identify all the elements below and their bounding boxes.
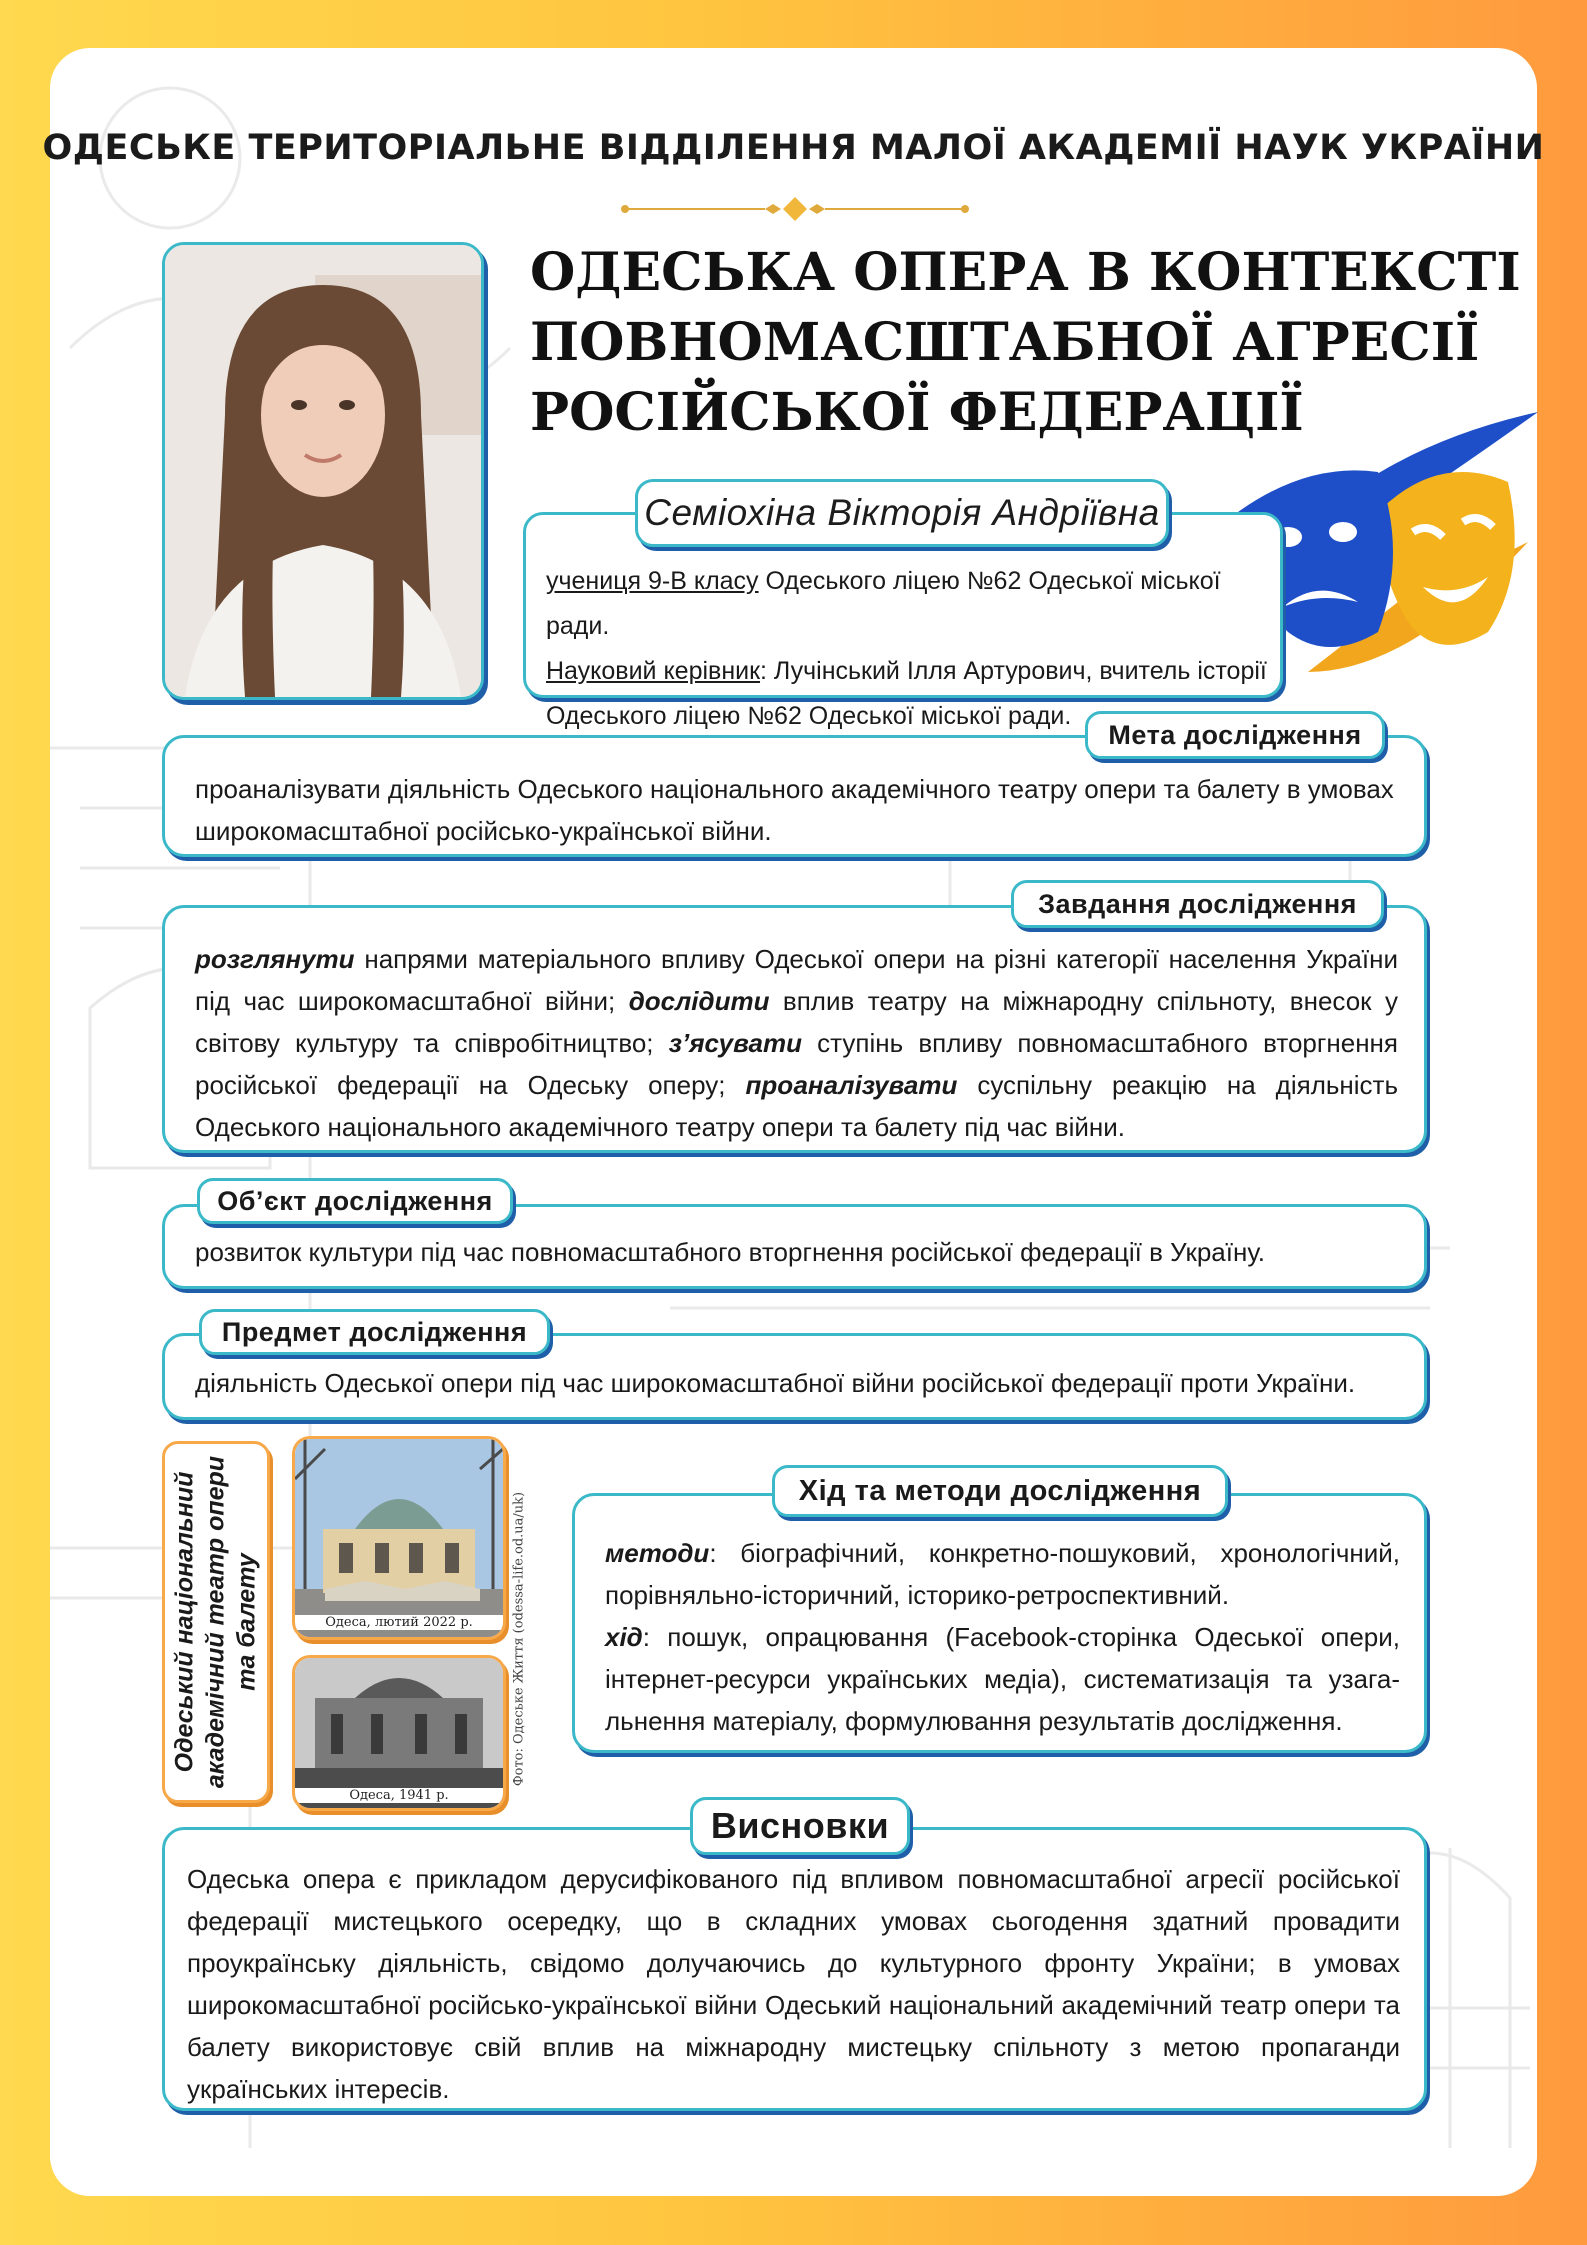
theatre-vertical-label	[162, 1441, 270, 1803]
object-text: розвиток культури під час повномасштабного вторгнення російської федерації в Україну.	[195, 1237, 1265, 1267]
task-keyword-1: розглянути	[195, 944, 355, 974]
theatre-vertical-label-text: Одеський національний академічний театр опери та балету	[170, 1455, 261, 1789]
conclusions-box	[162, 1827, 1427, 2111]
photo-odesa-1941	[292, 1655, 506, 1811]
author-role	[546, 559, 1280, 649]
conclusions-label: Висновки	[690, 1797, 910, 1855]
photo-caption-1941: Одеса, 1941 р.	[295, 1788, 503, 1803]
title-line-2: ПОВНОМАСШТАБНОЇ АГРЕСІЇ	[530, 312, 1480, 373]
methods-keyword: методи	[605, 1538, 710, 1568]
goal-text: проаналізувати діяльність Одеського національного академічного театру опери та балету в умовах широкомасштабної російсько-української війни.	[195, 774, 1394, 846]
title-line-3: РОСІЙСЬКОЇ ФЕДЕРАЦІЇ	[530, 382, 1304, 443]
object-label: Об’єкт дослідження	[197, 1178, 513, 1224]
advisor-text: : Лучінський Ілля Артурович, вчитель історії	[760, 657, 1267, 685]
advisor-label: Науковий керівник	[546, 657, 761, 685]
author-photo	[162, 242, 484, 700]
process-keyword: хід	[605, 1622, 643, 1652]
theatre-masks-icon	[1238, 372, 1538, 702]
photo-odesa-2022	[292, 1436, 506, 1640]
methods-box	[572, 1493, 1427, 1753]
tasks-label: Завдання дослідження	[1011, 880, 1384, 928]
task-keyword-4: проаналізувати	[745, 1070, 958, 1100]
organization-heading: ОДЕСЬКЕ ТЕРИТОРІАЛЬНЕ ВІДДІЛЕННЯ МАЛОЇ АКАДЕМІЇ НАУК УКРАЇНИ	[42, 128, 1545, 168]
task-text-4: суспільну реакцію на діяльність Одеського національного академічного театру опери та балету під час війни.	[195, 1070, 1398, 1142]
subject-label: Предмет дослідження	[199, 1309, 550, 1355]
tasks-text	[195, 938, 1398, 1148]
author-name: Семіохіна Вікторія Андріївна	[635, 479, 1169, 547]
goal-label: Мета дослідження	[1085, 711, 1385, 759]
task-text-1: напрями матеріального впливу Одеської опери на різні категорії населення України під час широкомасштабної війни;	[195, 944, 1398, 1016]
author-role-text: Одеського ліцею №62 Одеської міської ради.	[546, 567, 1221, 640]
subject-text: діяльність Одеської опери під час широкомасштабної війни російської федерації проти України.	[195, 1368, 1356, 1398]
author-role-label: учениця 9-В класу	[546, 567, 759, 595]
methods-list: : біографічний, конкретно-пошуковий, хронологічний, порівняльно-історичний, історико-ретроспективний.	[605, 1538, 1400, 1610]
photo-credit-text: Фото: Одеське Життя (odessa-life.od.ua/uk)	[511, 1491, 527, 1787]
ornament-divider	[615, 196, 975, 222]
methods-label: Хід та методи дослідження	[772, 1465, 1228, 1517]
tasks-box	[162, 905, 1427, 1153]
task-keyword-2: дослідити	[628, 986, 770, 1016]
conclusions-text: Одеська опера є прикладом дерусифікованого під впливом повномасштабної агресії російської федерації мистецького осередку, що в складних умовах сьогодення здатний провадити проукраїнську діяльність, свідомо долучаючись до культурного фронту України; в умовах широкомасштабної російсько-української війни Одеський національний академічний театр опери та балету використовує свій вплив на міжнародну мистецьку спільноту з метою пропаганди українських інтересів.	[187, 1864, 1400, 2104]
photo-caption-2022: Одеса, лютий 2022 р.	[295, 1615, 503, 1630]
task-text-3: ступінь впливу повномасштабного вторгнення російської федерації на Одеську оперу;	[195, 1028, 1398, 1100]
methods-text	[605, 1532, 1400, 1742]
photo-credit	[509, 1478, 529, 1800]
advisor-text-continued: Одеського ліцею №62 Одеської міської ради.	[546, 702, 1072, 730]
title-line-1: ОДЕСЬКА ОПЕРА В КОНТЕКСТІ	[530, 242, 1521, 303]
author-advisor	[546, 649, 1280, 694]
task-text-2: вплив театру на міжнародну спільноту, внесок у світову культуру та співробітництво;	[195, 986, 1398, 1058]
process-list: : пошук, опрацювання (Facebook-сторінка Одеської опери, інтернет-ресурси українських медіа), систематизація та узага-льнення матеріалу, формулювання результатів дослідження.	[605, 1622, 1400, 1736]
task-keyword-3: з’ясувати	[668, 1028, 802, 1058]
